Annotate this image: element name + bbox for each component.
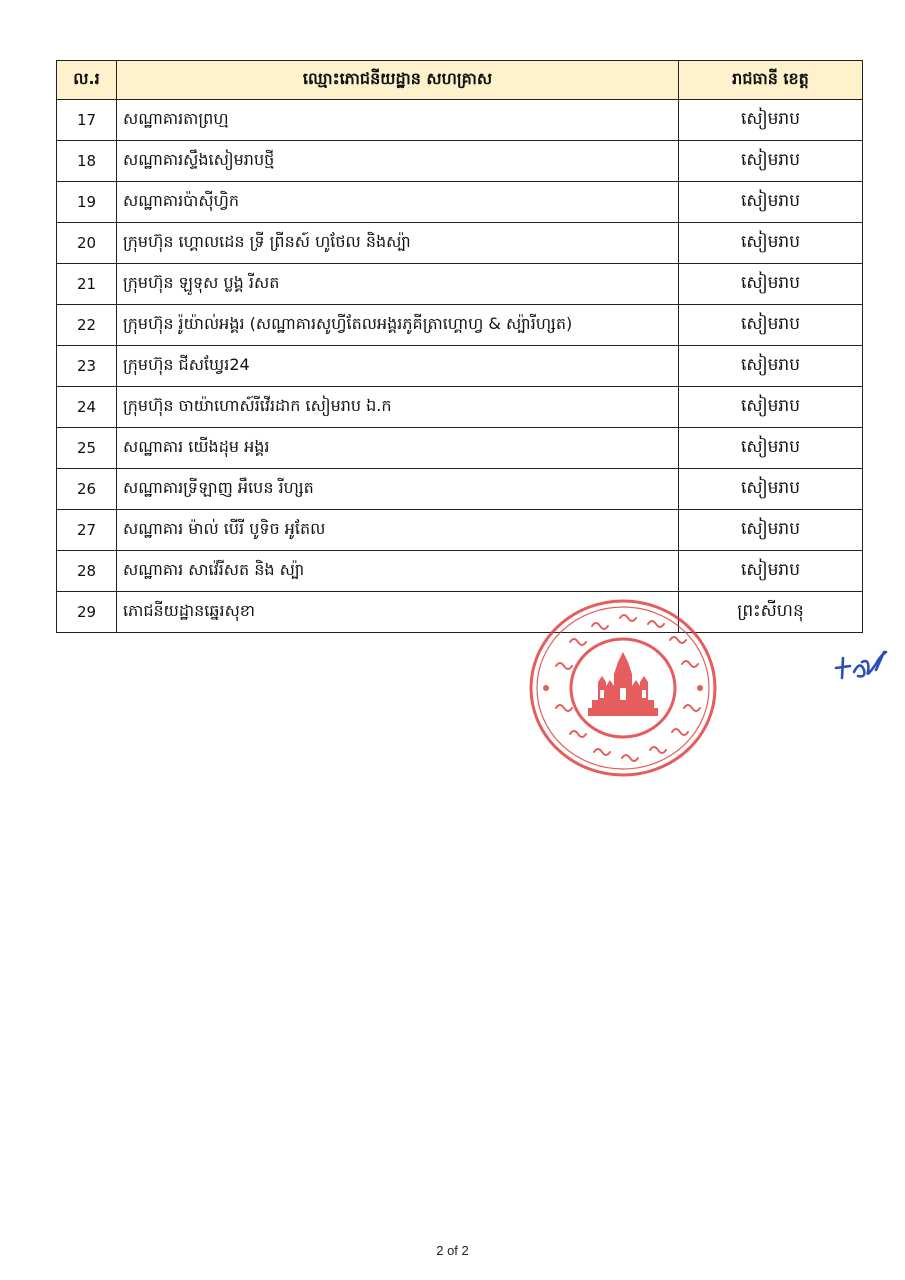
row-name: ក្រុមហ៊ុន ចាយ៉ាហោស៍រីវើរដាក សៀមរាប ឯ.ក [117, 387, 679, 428]
row-province: សៀមរាប [679, 469, 863, 510]
row-name: សណ្ឋាគារ ម៉ាល់ បើរី បូទិច អូតែល [117, 510, 679, 551]
row-name: ភោជនីយដ្ឋានឆ្នេរសុខា [117, 592, 679, 633]
establishments-table [56, 60, 863, 633]
row-number: 23 [57, 346, 117, 387]
row-name: សណ្ឋាគារ សាវ៉េរីសត និង ស្ប៉ា [117, 551, 679, 592]
row-province: សៀមរាប [679, 264, 863, 305]
table-row [57, 100, 863, 141]
header-name: ឈ្មោះភោជនីយដ្ឋាន សហគ្រាស [117, 61, 679, 100]
table-row [57, 182, 863, 223]
row-province: សៀមរាប [679, 346, 863, 387]
table-row [57, 223, 863, 264]
row-number: 18 [57, 141, 117, 182]
row-province: សៀមរាប [679, 141, 863, 182]
table-row [57, 305, 863, 346]
row-province: សៀមរាប [679, 387, 863, 428]
table-row [57, 264, 863, 305]
page-number: 2 of 2 [436, 1243, 469, 1258]
row-number: 21 [57, 264, 117, 305]
row-province: សៀមរាប [679, 551, 863, 592]
table-row [57, 469, 863, 510]
table-row [57, 387, 863, 428]
row-name: សណ្ឋាគារតាព្រហ្ម [117, 100, 679, 141]
row-province: សៀមរាប [679, 305, 863, 346]
row-number: 17 [57, 100, 117, 141]
row-name: សណ្ឋាគារទ្រីឡាញ អឹបេន រីហ្សត [117, 469, 679, 510]
table-row [57, 592, 863, 633]
row-number: 26 [57, 469, 117, 510]
row-name: សណ្ឋាគារ យើងដុម អង្គរ [117, 428, 679, 469]
row-number: 25 [57, 428, 117, 469]
row-number: 20 [57, 223, 117, 264]
row-number: 29 [57, 592, 117, 633]
row-name: ក្រុមហ៊ុន ជីសឃ្វែរ24 [117, 346, 679, 387]
signature-icon [832, 648, 892, 684]
row-number: 27 [57, 510, 117, 551]
row-province: សៀមរាប [679, 510, 863, 551]
row-number: 28 [57, 551, 117, 592]
row-province: ព្រះសីហនុ [679, 592, 863, 633]
row-name: សណ្ឋាគារស្ទឹងសៀមរាបថ្មី [117, 141, 679, 182]
row-name: ក្រុមហ៊ុន ឡូទុស ប្លង្គ រីសត [117, 264, 679, 305]
row-number: 24 [57, 387, 117, 428]
header-province: រាជធានី ខេត្ត [679, 61, 863, 100]
row-number: 22 [57, 305, 117, 346]
header-number: ល.រ [57, 61, 117, 100]
row-province: សៀមរាប [679, 182, 863, 223]
row-name: សណ្ឋាគារប៉ាស៊ីហ្វិក [117, 182, 679, 223]
row-province: សៀមរាប [679, 223, 863, 264]
table-row [57, 346, 863, 387]
row-name: ក្រុមហ៊ុន រ៉ូយ៉ាល់អង្គរ (សណ្ឋាគារសូហ្វីតែលអង្គរភូគីត្រាហ្គោហ្វ & ស្ប៉ារីហ្សត) [117, 305, 679, 346]
table-body [57, 100, 863, 633]
table-row [57, 510, 863, 551]
table-row [57, 141, 863, 182]
row-name: ក្រុមហ៊ុន ហ្គោលដេន ទ្រី ព្រីនស៍ ហូថែល និងស្ប៉ា [117, 223, 679, 264]
header-row [57, 61, 863, 100]
table-row [57, 551, 863, 592]
table-row [57, 428, 863, 469]
table-header [57, 61, 863, 100]
row-province: សៀមរាប [679, 428, 863, 469]
row-province: សៀមរាប [679, 100, 863, 141]
row-number: 19 [57, 182, 117, 223]
official-seal-icon [526, 596, 720, 780]
